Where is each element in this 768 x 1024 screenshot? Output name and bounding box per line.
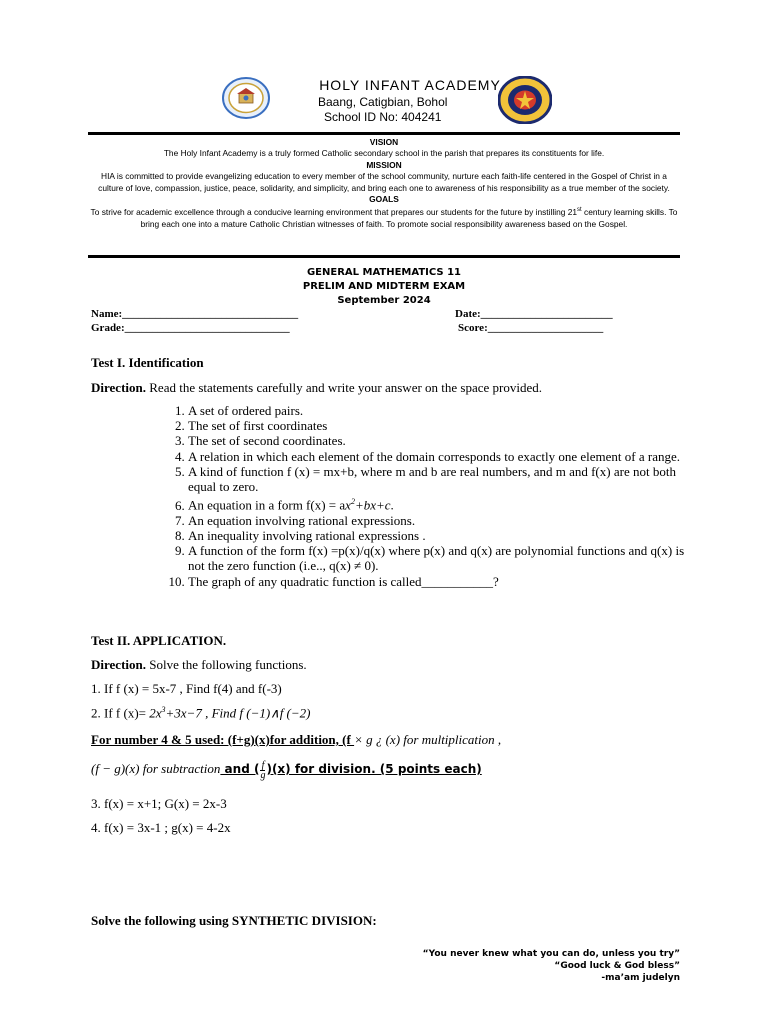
name-field[interactable]: Name:________________________________ bbox=[91, 308, 299, 320]
test1-title: Test I. Identification bbox=[91, 355, 204, 370]
vision-heading: VISION bbox=[369, 137, 399, 147]
test1-direction: Direction. Read the statements carefully and write your answer on the space provided. bbox=[91, 380, 542, 395]
school-name: HOLY INFANT ACADEMY bbox=[319, 77, 501, 93]
question-2: 2. If f $(x)= 2x^3+3x-7$ , Find f (−1)∧f (−2) bbox=[91, 705, 311, 721]
quote-line-1: “You never knew what you can do, unless you try” bbox=[422, 949, 680, 959]
mission-heading: MISSION bbox=[366, 159, 402, 170]
list-item: 9. A function of the form f(x) =p(x)/q(x) where p(x) and q(x) are polynomial functions and q(x) is not the zero function (i.e.., q(x) ≠ 0). bbox=[188, 543, 688, 573]
school-id: School ID No: 404241 bbox=[324, 110, 442, 124]
exam-type: PRELIM AND MIDTERM EXAM bbox=[302, 281, 466, 292]
vision-text: The Holy Infant Academy is a truly formed Catholic secondary school in the parish that prepares its constituents for life. bbox=[163, 148, 605, 159]
operations-note: For number 4 & 5 used: (f+g)(x)for addition, (f × g ¿ (x) for multiplication , bbox=[91, 732, 502, 747]
list-item: 7. An equation involving rational expressions. bbox=[188, 513, 688, 528]
question-4: 4. f(x) = 3x-1 ; g(x) = 4-2x bbox=[91, 820, 231, 835]
list-item: 1. A set of ordered pairs. bbox=[188, 403, 688, 418]
goals-text: To strive for academic excellence through a conducive learning environment that prepares our students for the future by instilling 21st century learning skills. To bring each one into a mature Catholic Christian witnesses of faith. To promote social responsibility awareness based on the Gospel. bbox=[90, 207, 678, 229]
operations-note-2: (f − g)(x) for subtraction and ( $\frac{f}{g}$ )(x) for division. (5 points each) bbox=[91, 759, 482, 781]
identification-list bbox=[164, 403, 688, 589]
synthetic-division-title: Solve the following using SYNTHETIC DIVISION: bbox=[91, 913, 377, 928]
test2-title: Test II. APPLICATION. bbox=[91, 633, 227, 648]
exam-title-block bbox=[0, 266, 768, 308]
exam-subject: GENERAL MATHEMATICS 11 bbox=[306, 267, 462, 278]
teacher-signature: -ma’am judelyn bbox=[601, 973, 680, 983]
list-item: 2. The set of first coordinates bbox=[188, 418, 688, 433]
question-3: 3. f(x) = x+1; G(x) = 2x-3 bbox=[91, 796, 227, 811]
quote-line-2: “Good luck & God bless” bbox=[554, 961, 680, 971]
goals-heading: GOALS bbox=[369, 194, 399, 205]
school-address: Baang, Catigbian, Bohol bbox=[318, 95, 448, 109]
question-1: 1. If f (x) = 5x-7 , Find f(4) and f(-3) bbox=[91, 681, 282, 696]
vmg-divider bbox=[88, 255, 680, 258]
vision-mission-goals bbox=[88, 137, 680, 230]
list-item: 4. A relation in which each element of the domain corresponds to exactly one element of a range. bbox=[188, 449, 688, 464]
list-item: 6. An equation in a form $f(x) = ax^2+bx+c$. bbox=[188, 494, 688, 513]
test2-direction: Direction. Solve the following functions. bbox=[91, 657, 307, 672]
fraction-f-over-g: $\frac{f}{g}$ bbox=[260, 759, 266, 781]
exam-date: September 2024 bbox=[337, 295, 431, 306]
list-item: 10. The graph of any quadratic function is called___________? bbox=[188, 574, 688, 589]
closing-quote bbox=[423, 948, 680, 984]
mission-text: HIA is committed to provide evangelizing education to every member of the school community, nurture each faith-life centered in the Gospel of Christ in a culture of love, compassion, justice, peace, solidarity, and simplicity, and bring each one to awareness of his responsibility as a true member of the society. bbox=[98, 171, 670, 193]
list-item: 8. An inequality involving rational expressions . bbox=[188, 528, 688, 543]
list-item: 5. A kind of function f (x) = mx+b, where m and b are real numbers, and m and f(x) are not both equal to zero. bbox=[188, 464, 688, 494]
header-divider bbox=[88, 132, 680, 135]
date-field[interactable]: Date:________________________ bbox=[455, 308, 613, 320]
grade-field[interactable]: Grade:______________________________ bbox=[91, 322, 290, 334]
score-field[interactable]: Score:_____________________ bbox=[458, 322, 604, 334]
list-item: 3. The set of second coordinates. bbox=[188, 433, 688, 448]
